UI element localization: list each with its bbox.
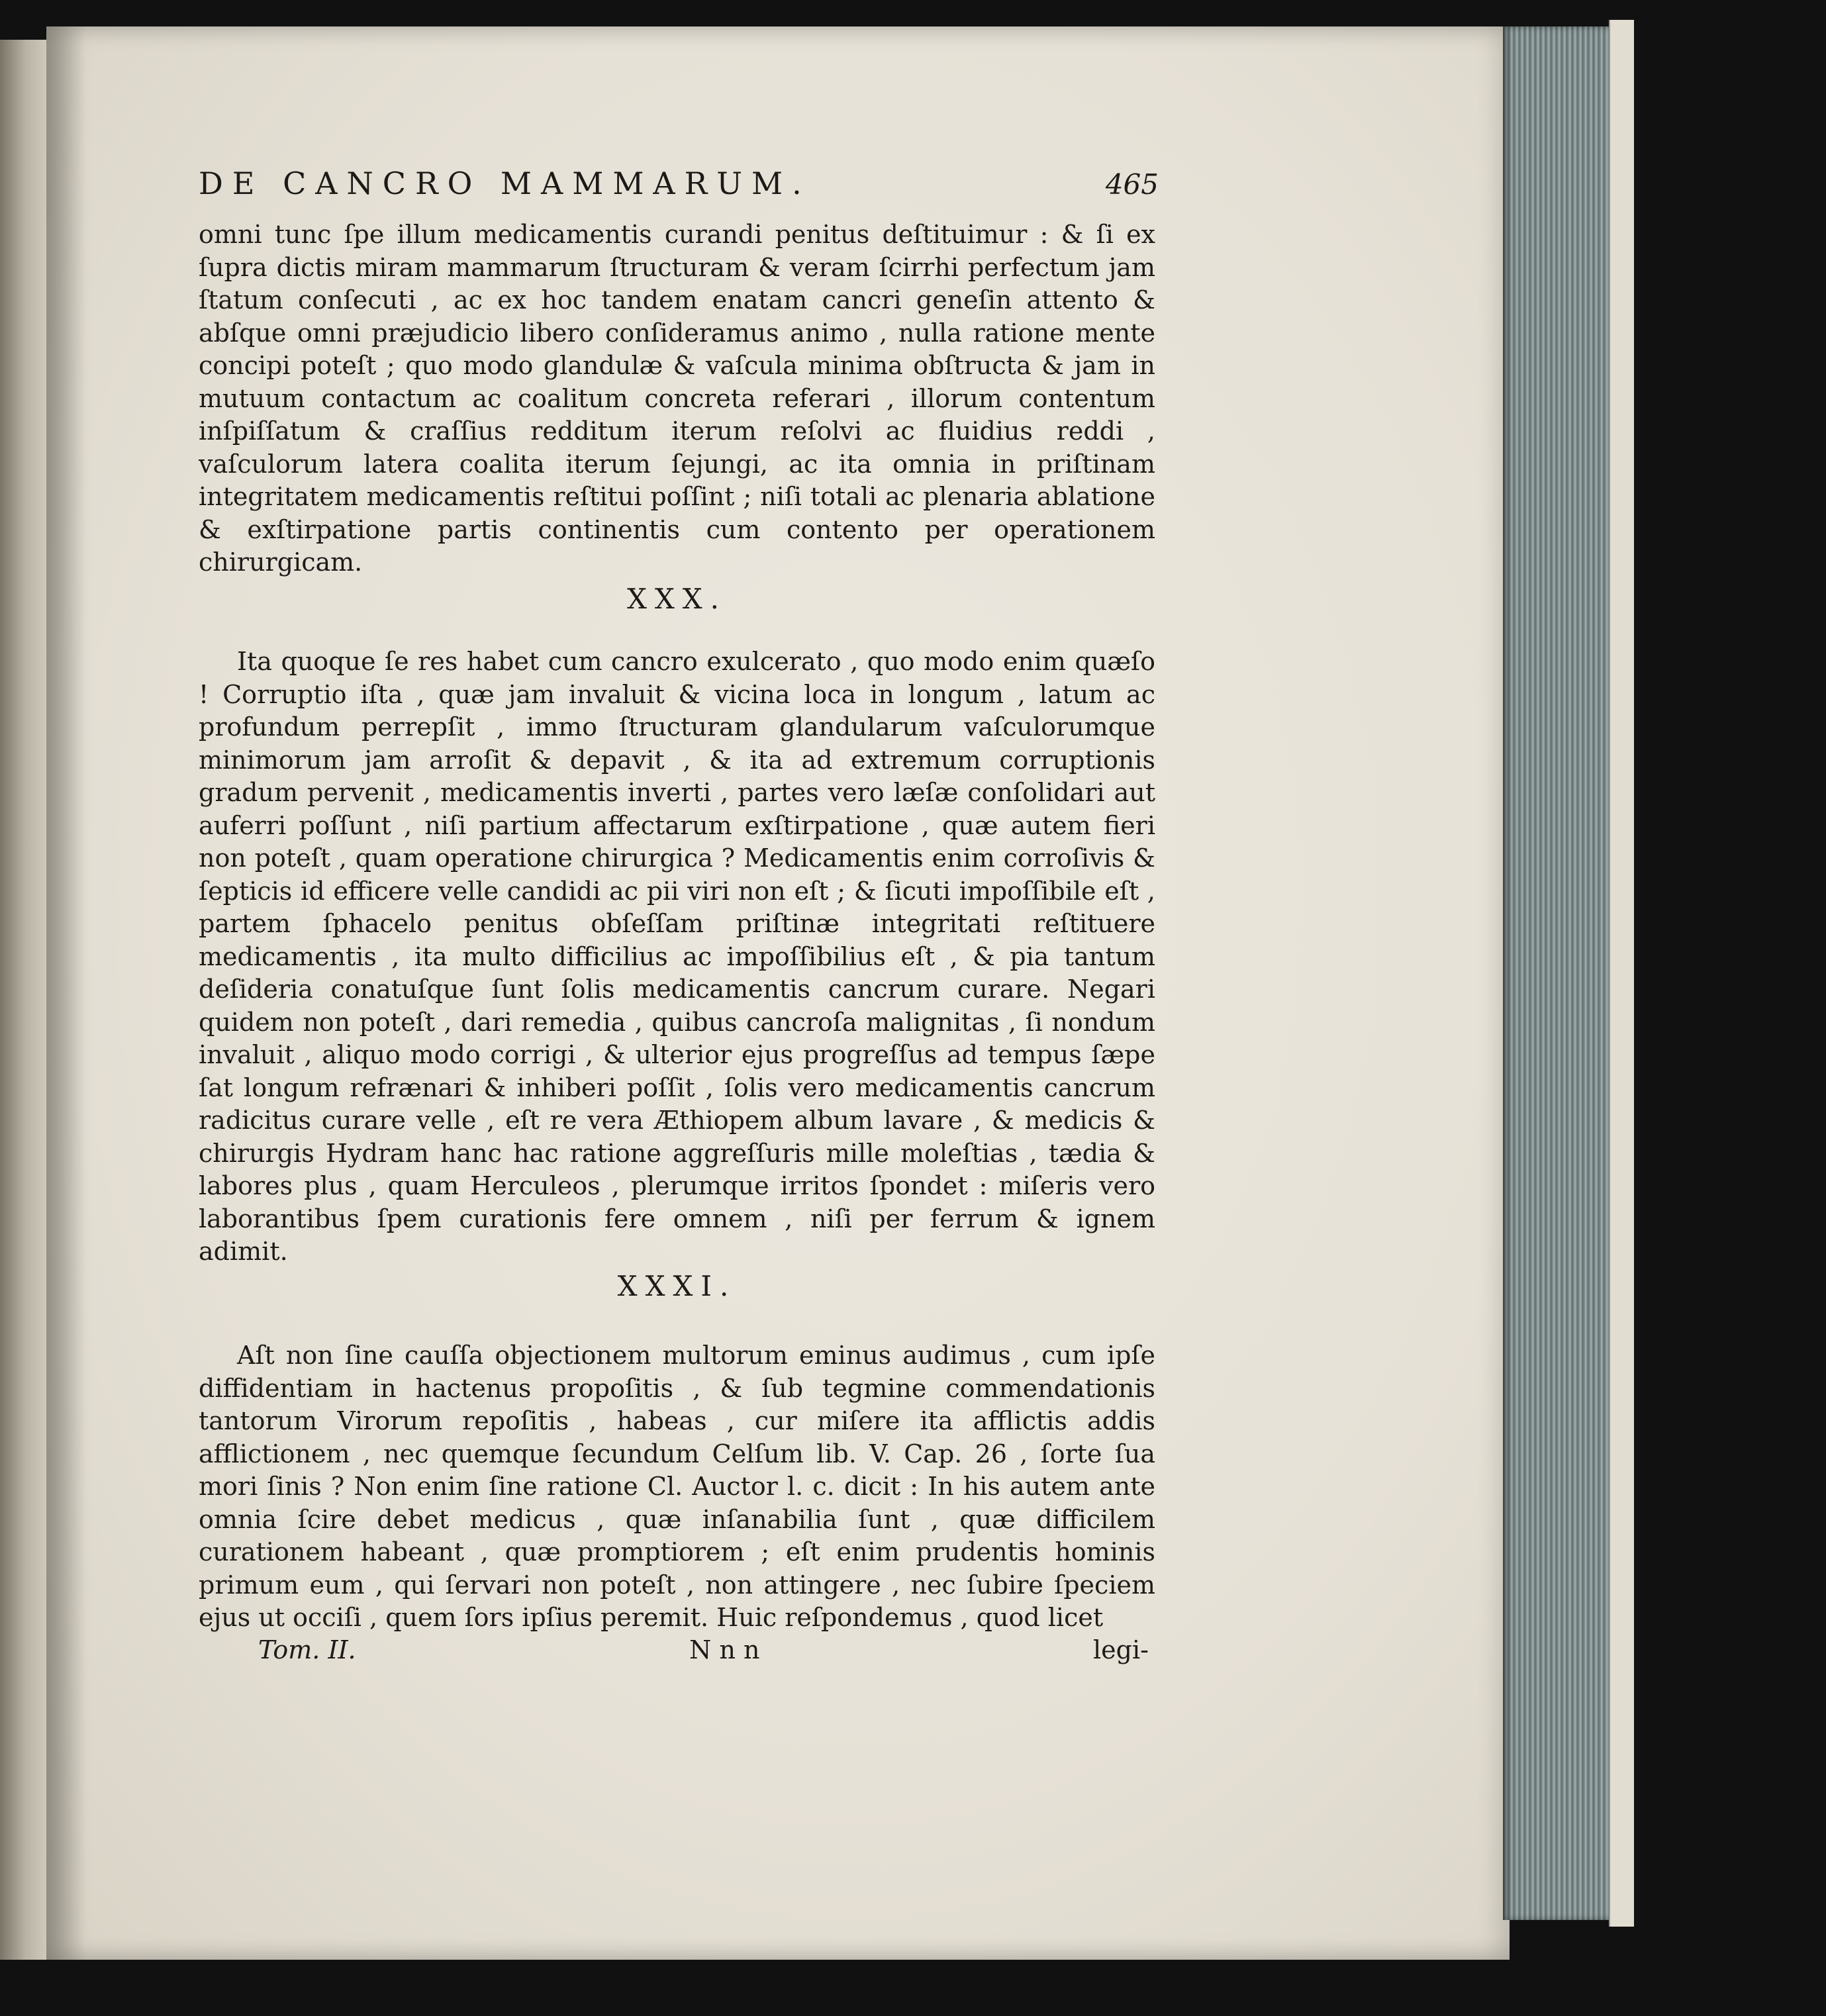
section-heading-xxx: XXX. bbox=[626, 583, 728, 615]
paragraph-2: Ita quoque ſe res habet cum cancro exulcerato , quo modo enim quæſo ! Corruptio iſta , quæ jam invaluit & vicina loca in longum , latum ac profundum perrepſit , immo ſtructuram glandularum vaſculorumque minimorum jam arroſit & depavit , & ita ad extremum corruptionis gradum pervenit , medicamentis inverti , partes vero læſæ conſolidari aut auferri poſſunt , niſi partium affectarum exſtirpatione , quæ autem fieri non poteſt , quam operatione chirurgica ? Medicamentis enim corroſivis & ſepticis id efficere velle candidi ac pii viri non eſt ; & ſicuti impoſſibile eſt , partem ſphacelo penitus obſeſſam priſtinæ integritati reſtituere medicamentis , ita multo difficilius ac impoſſibilius eſt , & pia tantum deſideria conatuſque ſunt ſolis medicamentis cancrum curare. Negari quidem non poteſt , dari remedia , quibus cancroſa malignitas , ſi nondum invaluit , aliquo modo corrigi , & ulterior ejus progreſſus ad tempus ſæpe ſat longum refrænari & inhiberi poſſit , ſolis vero medicamentis cancrum radicitus curare velle , eſt re vera Æthiopem album lavare , & medicis & chirurgis Hydram hanc hac ratione aggreſſuris mille moleſtias , tædia & labores plus , quam Herculeos , plerumque irritos ſpondet : miſeris vero laborantibus ſpem curationis fere omnem , niſi per ferrum & ignem adimit. bbox=[199, 647, 1155, 1266]
paragraph-1: omni tunc ſpe illum medicamentis curandi penitus deſtituimur : & ſi ex ſupra dictis miram mammarum ſtructuram & veram ſcirrhi perfectum jam ſtatum conſecuti , ac ex hoc tandem enatam cancri geneſin attento & abſque omni præjudicio libero conſideramus animo , nulla ratione mente concipi poteſt ; quo modo glandulæ & vaſcula minima obſtructa & jam in mutuum contactum ac coalitum concreta referari , illorum contentum inſpiſſatum & craſſius redditum iterum reſolvi ac fluidius reddi , vaſculorum latera coalita iterum ſejungi, ac ita omnia in priſtinam integritatem medicamentis reſtitui poſſint ; niſi totali ac plenaria ablatione & exſtirpatione partis continentis cum contento per operationem chirurgicam. bbox=[199, 220, 1155, 577]
paragraph-3: Aſt non ſine cauſſa objectionem multorum eminus audimus , cum ipſe diffidentiam in hactenus propoſitis , & ſub tegmine commendationis tantorum Virorum repoſitis , habeas , cur miſere ita afflictis addis afflictionem , nec quemque ſecundum Celſum lib. V. Cap. 26 , ſorte ſua mori ſinis ? Non enim ſine ratione Cl. Auctor l. c. dicit : In his autem ante omnia ſcire debet medicus , quæ inſanabilia ſunt , quæ difficilem curationem habeant , quæ promptiorem ; eſt enim prudentis hominis primum eum , qui ſervari non poteſt , non attingere , nec ſubire ſpeciem ejus ut occiſi , quem ſors ipſius peremit. Huic reſpondemus , quod licet bbox=[199, 1341, 1155, 1632]
paragraph-continued bbox=[199, 218, 1155, 579]
section-xxx-body bbox=[199, 646, 1155, 1269]
section-xxxi-body bbox=[199, 1339, 1155, 1635]
signature-mark: N n n bbox=[689, 1635, 760, 1664]
catchword: legi- bbox=[1093, 1635, 1149, 1664]
gutter-shadow bbox=[46, 26, 86, 1960]
volume-mark: Tom. II. bbox=[258, 1635, 356, 1664]
left-page-edge bbox=[0, 40, 46, 1960]
page-footer bbox=[258, 1635, 1149, 1664]
back-cover-edge bbox=[1609, 20, 1634, 1927]
running-head: DE CANCRO MAMMARUM. bbox=[199, 166, 811, 201]
page-number: 465 bbox=[1105, 168, 1159, 201]
page-header bbox=[199, 166, 1159, 201]
section-heading-xxxi: XXXI. bbox=[617, 1270, 737, 1302]
